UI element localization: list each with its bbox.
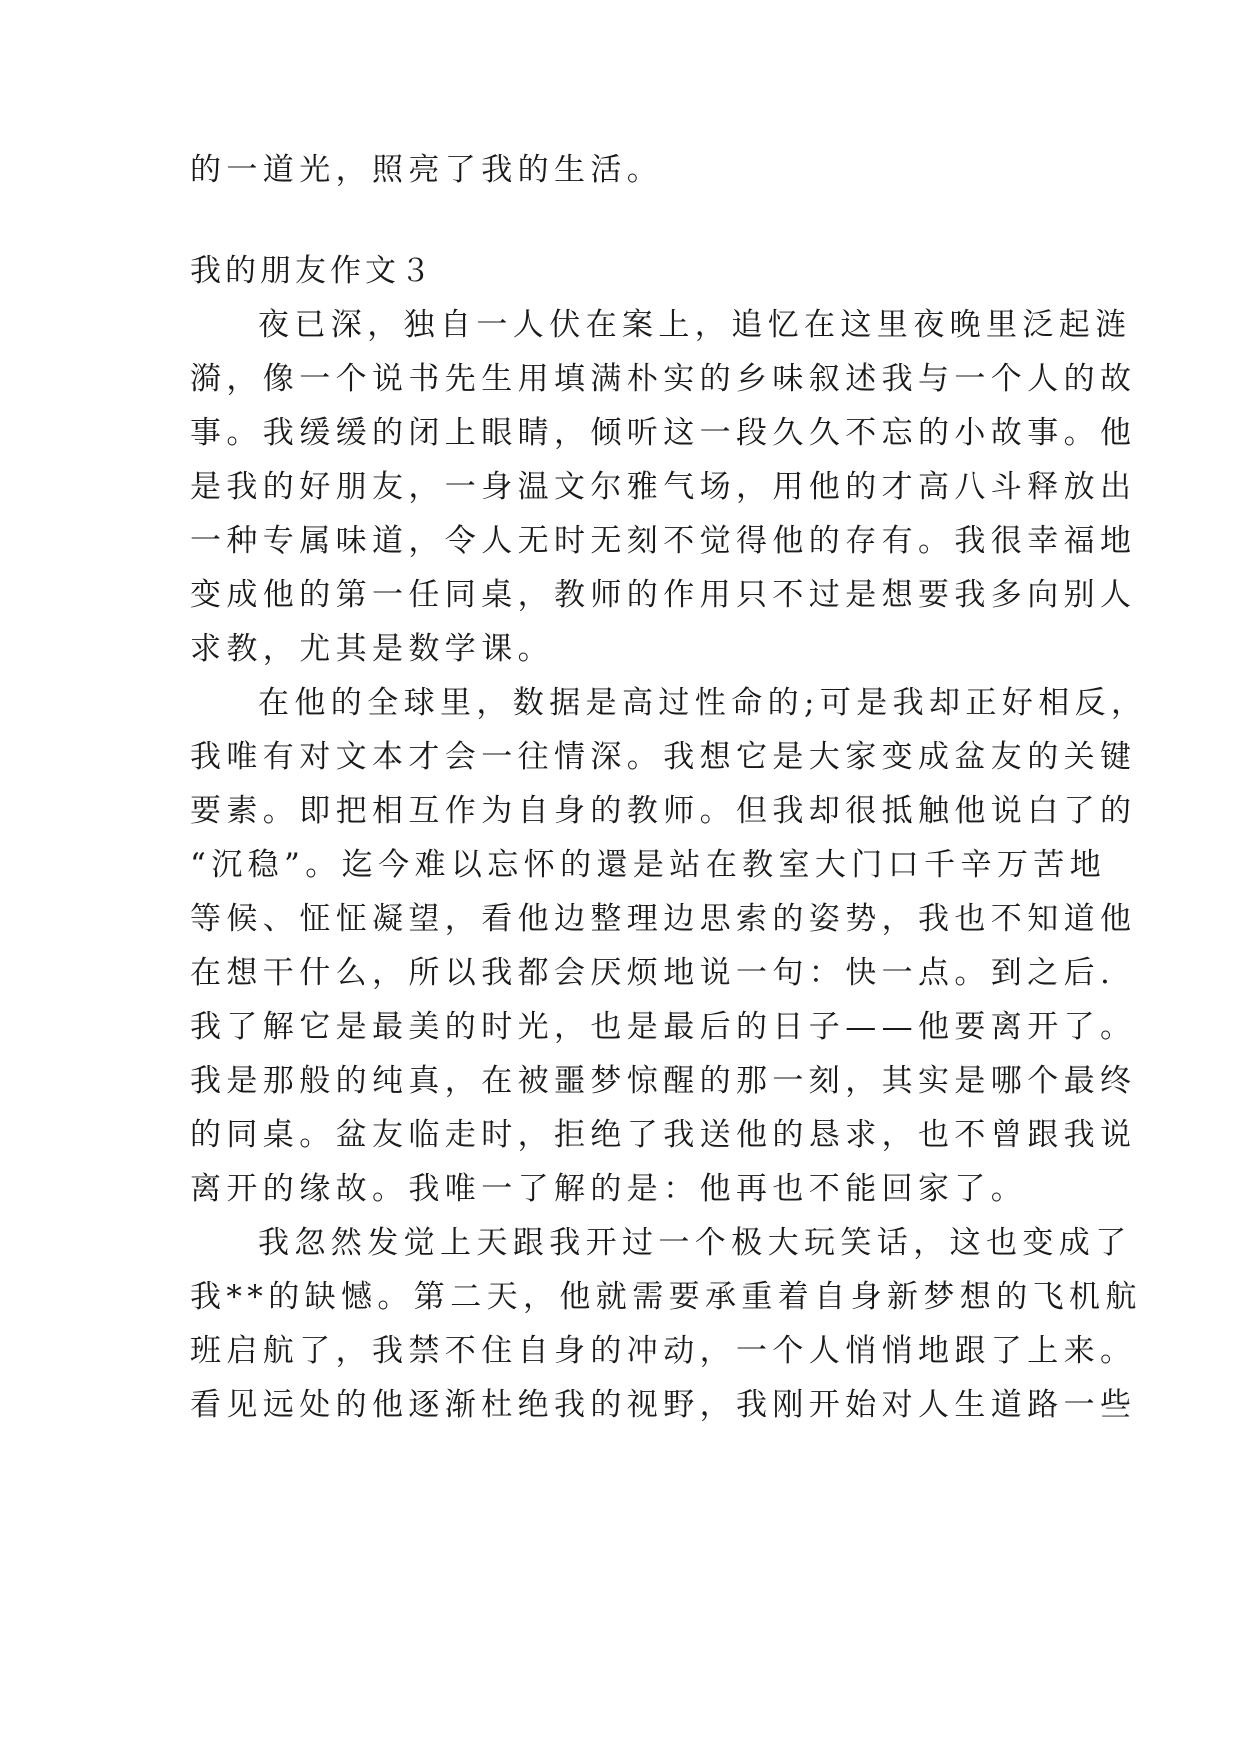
paragraph-line: 是我的好朋友，一身温文尔雅气场，用他的才高八斗释放出 — [190, 469, 1137, 505]
paragraph-line: 我忽然发觉上天跟我开过一个极大玩笑话，这也变成了 — [258, 1225, 1132, 1261]
paragraph-line: 我了解它是最美的时光，也是最后的日子——他要离开了。 — [190, 1009, 1137, 1045]
paragraph-line: 一种专属味道，令人无时无刻不觉得他的存有。我很幸福地 — [190, 523, 1137, 559]
paragraph-line: 事。我缓缓的闭上眼睛，倾听这一段久久不忘的小故事。他 — [190, 415, 1137, 451]
paragraph-line: 我**的缺憾。第二天，他就需要承重着自身新梦想的飞机航 — [190, 1279, 1142, 1315]
paragraph-line: 等候、怔怔凝望，看他边整理边思索的姿势，我也不知道他 — [190, 901, 1137, 937]
paragraph-line: 班启航了，我禁不住自身的冲动，一个人悄悄地跟了上来。 — [190, 1333, 1137, 1369]
paragraph-line: 漪，像一个说书先生用填满朴实的乡味叙述我与一个人的故 — [190, 361, 1137, 397]
paragraph-line: 在他的全球里，数据是高过性命的;可是我却正好相反， — [258, 685, 1148, 721]
intro-line: 的一道光，照亮了我的生活。 — [190, 152, 664, 188]
section-title: 我的朋友作文３ — [190, 253, 435, 289]
paragraph-line: 要素。即把相互作为自身的教师。但我却很抵触他说白了的 — [190, 793, 1137, 829]
paragraph-line: “沉稳”。迄今难以忘怀的還是站在教室大门口千辛万苦地 — [190, 847, 1107, 883]
paragraph-line: 看见远处的他逐渐杜绝我的视野，我刚开始对人生道路一些 — [190, 1387, 1137, 1423]
paragraph-line: 夜已深，独自一人伏在案上，追忆在这里夜晚里泛起涟 — [258, 307, 1132, 343]
paragraph-line: 离开的缘故。我唯一了解的是：他再也不能回家了。 — [190, 1171, 1028, 1207]
paragraph-line: 求教，尤其是数学课。 — [190, 631, 554, 667]
paragraph-line: 的同桌。盆友临走时，拒绝了我送他的恳求，也不曾跟我说 — [190, 1117, 1137, 1153]
paragraph-line: 变成他的第一任同桌，教师的作用只不过是想要我多向别人 — [190, 577, 1137, 613]
paragraph-line: 我唯有对文本才会一往情深。我想它是大家变成盆友的关键 — [190, 739, 1137, 775]
paragraph-line: 我是那般的纯真，在被噩梦惊醒的那一刻，其实是哪个最终 — [190, 1063, 1137, 1099]
paragraph-line: 在想干什么，所以我都会厌烦地说一句：快一点。到之后. — [190, 955, 1116, 991]
